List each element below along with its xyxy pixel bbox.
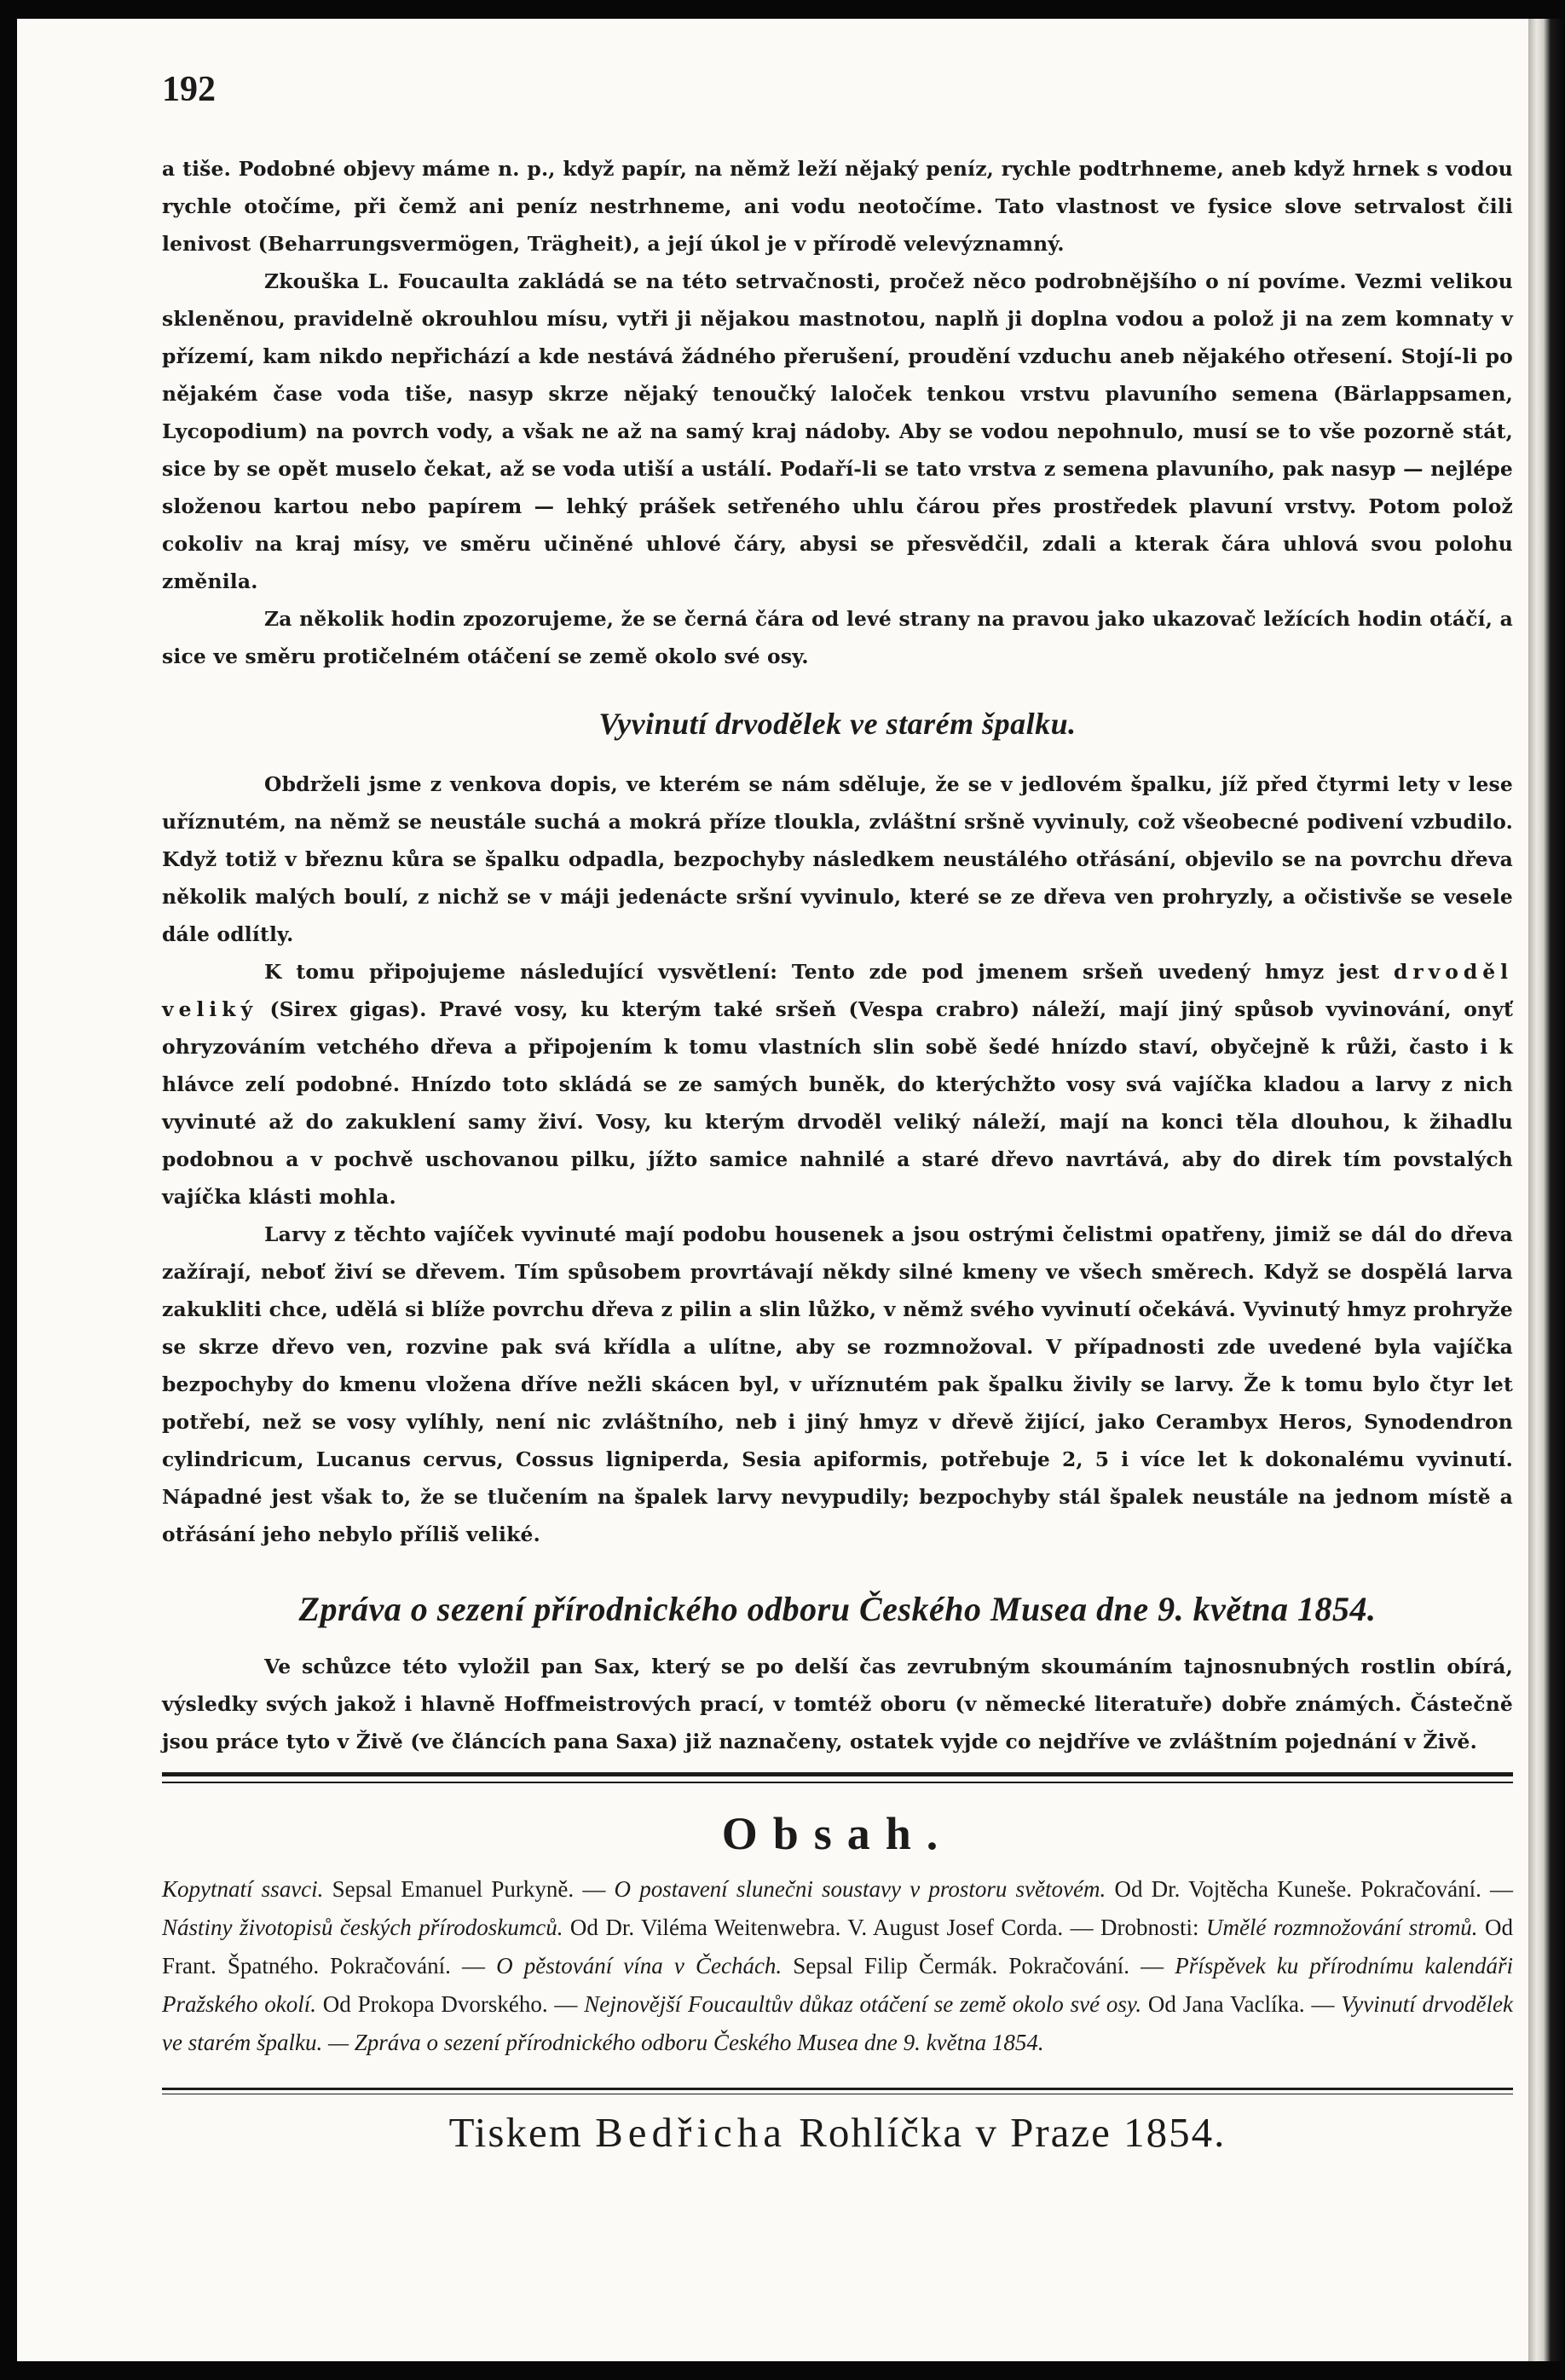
section-zprava xyxy=(162,1648,1513,1760)
imprint-word: Tiskem xyxy=(448,2109,583,2156)
toc-entry-title: Kopytnatí ssavci. xyxy=(162,1876,324,1902)
imprint-word: v Praze 1854. xyxy=(975,2109,1227,2156)
toc-entry-title: Umělé rozmnožování stromů. xyxy=(1205,1915,1478,1940)
contents-list xyxy=(162,1870,1513,2062)
toc-entry-author: Od Prokopa Dvorského. — xyxy=(316,1991,585,2017)
spaced-term: drvoděl veliký xyxy=(162,960,1514,1021)
toc-entry-title: O postavení slunečni soustavy v prostoru světovém. xyxy=(614,1876,1106,1902)
toc-entry-author: Od Dr. Viléma Weitenwebra. V. August Josef Corda. — Drobnosti: xyxy=(563,1915,1206,1940)
paragraph: Obdrželi jsme z venkova dopis, ve kterém se nám sděluje, že se v jedlovém špalku, jíž před čtyrmi lety v lese uříznutém, na němž se neustále suchá a mokrá příze tloukla, zvláštní sršně vyvinuly, což všeobecné podivení vzbudilo. Když totiž v březnu kůra se špalku odpadla, bezpochyby následkem neustálého otřásání, objevilo se na povrchu dřeva několik malých boulí, z nichž se v máji jedenácte sršní vyvinulo, které se ze dřeva ven prohryzly, a očistivše se vesele dále odlítly. xyxy=(162,772,1513,946)
paragraph: Ve schůzce této vyložil pan Sax, který se po delší čas zevrubným skoumáním tajnosnubných rostlin obírá, výsledky svých jakož i hlavně Hoffmeistrových prací, v tomtéž oboru (v německé literatuře) dobře známých. Částečně jsou práce tyto v Živě (ve článcích pana Saxa) již naznačeny, ostatek vyjde co nejdříve ve zvláštním pojednání v Živě. xyxy=(162,1655,1513,1753)
toc-entry-title: Příspěvek ku přírodnímu kalendáři Pražského okolí. xyxy=(162,1953,1513,2017)
section-heading: Zpráva o sezení přírodnického odboru Českého Musea dne 9. května 1854. xyxy=(298,1590,1377,1628)
imprint-word: Rohlíčka xyxy=(799,2109,964,2156)
page-edge-shadow xyxy=(1528,19,1565,2361)
divider-rule xyxy=(162,2088,1513,2094)
toc-entry-author: Sepsal Emanuel Purkyně. — xyxy=(323,1876,615,1902)
divider-rule xyxy=(162,1782,1513,1783)
toc-entry-author: Od Frant. Špatného. Pokračování. — xyxy=(162,1915,1513,1979)
paragraph-lead: K tomu připojujeme následující vysvětlení: Tento zde pod jmenem sršeň uvedený hmyz jest xyxy=(264,960,1380,984)
toc-entry-author: Od Dr. Vojtěcha Kuneše. Pokračování. — xyxy=(1106,1876,1514,1902)
contents-title: Obsah. xyxy=(721,1808,954,1859)
paragraph: a tiše. Podobné objevy máme n. p., když papír, na němž leží nějaký peníz, rychle podtrhneme, aneb když hrnek s vodou rychle otočíme, při čemž ani peníz nestrhneme, ani vodu neotočíme. Tato vlastnost ve fysice slove setrvalost čili lenivost (Beharrungsvermögen, Trägheit), a její úkol je v přírodě velevýznamný. xyxy=(162,157,1513,256)
page-number: 192 xyxy=(162,70,216,109)
section-drvodelky xyxy=(162,765,1513,1553)
section-heading: Vyvinutí drvodělek ve starém špalku. xyxy=(598,707,1077,741)
paragraph: Larvy z těchto vajíček vyvinuté mají podobu housenek a jsou ostrými čelistmi opatřeny, jimiž se dál do dřeva zažírají, neboť živí se dřevem. Tím spůsobem provrtávají někdy silné kmeny ve všech směrech. Když se dospělá larva zakukliti chce, udělá si blíže povrchu dřeva z pilin a slin lůžko, v němž svého vyvinutí očekává. Vyvinutý hmyz prohryže se skrze dřevo ven, rozvine pak svá křídla a ulítne, aby se rozmnožoval. V případnosti zde uvedené byla vajíčka bezpochyby do kmenu vložena dříve nežli skácen byl, v uříznutém pak špalku živily se larvy. Že k tomu bylo čtyr let potřebí, než se vosy vylíhly, není nic zvláštního, neb i jiný hmyz v dřevě žijící, jako Cerambyx Heros, Synodendron cylindricum, Lucanus cervus, Cossus ligniperda, Sesia apiformis, potřebuje 2, 5 i více let k dokonalému vyvinutí. Nápadné jest však to, že se tlučením na špalek larvy nevypudily; bezpochyby stál špalek neustále na jednom místě a otřásání jeho nebylo příliš veliké. xyxy=(162,1222,1513,1546)
paragraph-rest: (Sirex gigas). Pravé vosy, ku kterým také sršeň (Vespa crabro) náleží, mají jiný spůsob vyvinování, onyť ohryzováním vetchého dřeva a připojením k tomu vlastních slin sobě šedé hnízdo staví, obyčejně k růži, často i k hlávce zelí podobné. Hnízdo toto skládá se ze samých buněk, do kterýchžto vosy svá vajíčka kladou a larvy z nich vyvinuté až do zakuklení samy živí. Vosy, ku kterým drvoděl veliký náleží, mají na konci těla dlouhou, k žihadlu podobnou a v pochvě uschovanou pilku, jížto samice nahnilé a staré dřevo navrtává, aby do direk tím povstalých vajíčka klásti mohla. xyxy=(162,997,1513,1209)
paragraph xyxy=(162,953,1513,1216)
section-setrvacnost xyxy=(162,150,1513,675)
paragraph: Za několik hodin zpozorujeme, že se černá čára od levé strany na pravou jako ukazovač ležících hodin otáčí, a sice ve směru protičelném otáčení se země okolo své osy. xyxy=(162,607,1513,668)
toc-entry-title: Nejnovější Foucaultův důkaz otáčení se země okolo své osy. xyxy=(584,1991,1142,2017)
paragraph: Zkouška L. Foucaulta zakládá se na této setrvačnosti, pročež něco podrobnějšího o ní povíme. Vezmi velikou skleněnou, pravidelně okrouhlou mísu, vytři ji nějakou mastnotou, naplň ji doplna vodou a polož ji na zem komnaty v přízemí, kam nikdo nepřichází a kde nestává žádného přerušení, proudění vzduchu aneb nějakého otřesení. Stojí-li po nějakém čase voda tiše, nasyp skrze nějaký tenoučký laloček tenkou vrstvu plavuního semena (Bärlappsamen, Lycopodium) na povrch vody, a však ne až na samý kraj nádoby. Aby se vodou nepohnulo, musí se to vše pozorně stát, sice by se opět muselo čekat, až se voda utiší a ustálí. Podaří-li se tato vrstva z semena plavuního, pak nasyp — nejlépe složenou kartou nebo papírem — lehký prášek setřeného uhlu čárou přes prostředek plavuní vrstvy. Potom polož cokoliv na kraj mísy, ve směru učiněné uhlové čáry, abysi se přesvědčil, zdali a kterak čára uhlová svou polohu změnila. xyxy=(162,269,1513,593)
toc-entry-title: Vyvinutí drvodělek ve starém špalku. — Zpráva o sezení přírodnického odboru Českého Musea dne 9. května 1854. xyxy=(162,1991,1513,2055)
toc-entry-title: Nástiny životopisů českých přírodoskumců. xyxy=(162,1915,563,1940)
imprint xyxy=(162,2108,1513,2157)
divider-rule xyxy=(162,1772,1513,1776)
toc-entry-author: Sepsal Filip Čermák. Pokračování. — xyxy=(782,1953,1175,1979)
toc-entry-title: O pěstování vína v Čechách. xyxy=(496,1953,782,1979)
imprint-word: Bedřicha xyxy=(595,2109,787,2156)
page-content xyxy=(162,51,1513,2157)
toc-entry-author: Od Jana Vaclíka. — xyxy=(1141,1991,1342,2017)
